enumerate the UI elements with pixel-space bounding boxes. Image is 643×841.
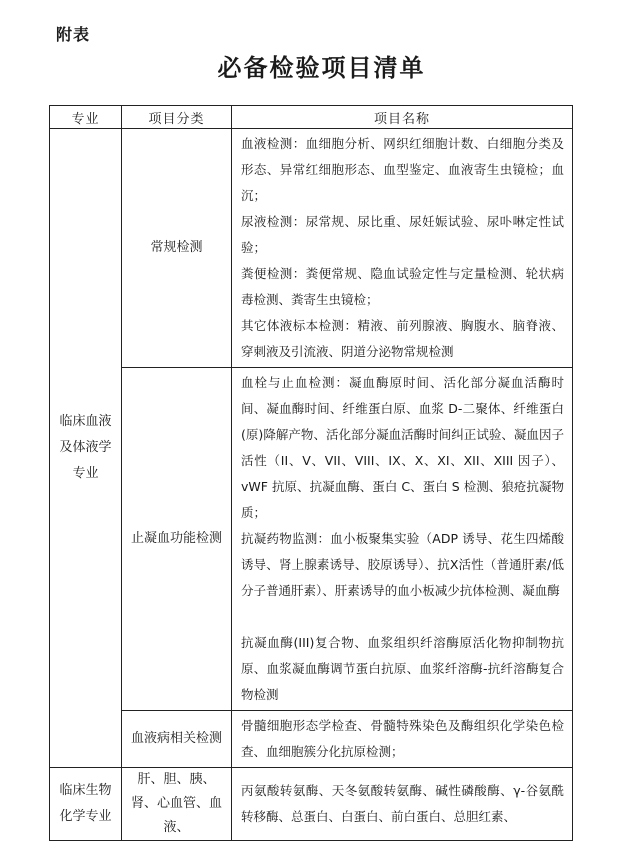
specialty-cell: 临床生物化学专业 bbox=[50, 768, 122, 841]
item-paragraph: 尿液检测：尿常规、尿比重、尿妊娠试验、尿卟啉定性试验； bbox=[241, 214, 564, 255]
item-paragraph: 血液检测：血细胞分析、网织红细胞计数、白细胞分类及形态、异常红细胞形态、血型鉴定、血液寄生虫镜检；血沉； bbox=[241, 136, 564, 203]
paragraph-gap bbox=[241, 604, 564, 630]
item-paragraph: 骨髓细胞形态学检查、骨髓特殊染色及酶组织化学染色检查、血细胞簇分化抗原检测； bbox=[241, 718, 564, 759]
category-cell: 肝、胆、胰、肾、心血管、血液、 bbox=[122, 768, 232, 841]
column-header-item-name: 项目名称 bbox=[232, 106, 573, 129]
category-cell: 血液病相关检测 bbox=[122, 711, 232, 768]
column-header-category: 项目分类 bbox=[122, 106, 232, 129]
category-cell: 止凝血功能检测 bbox=[122, 368, 232, 711]
item-name-cell bbox=[232, 768, 573, 841]
item-paragraph: 抗凝血酶(III)复合物、血浆组织纤溶酶原活化物抑制物抗原、血浆凝血酶调节蛋白抗原、血浆纤溶酶-抗纤溶酶复合物检测 bbox=[241, 635, 564, 702]
table-header-row bbox=[50, 106, 573, 129]
table-row bbox=[50, 368, 573, 711]
table-row bbox=[50, 768, 573, 841]
inspection-items-table bbox=[49, 105, 573, 841]
item-paragraph: 丙氨酸转氨酶、天冬氨酸转氨酶、碱性磷酸酶、γ-谷氨酰转移酶、总蛋白、白蛋白、前白蛋白、总胆红素、 bbox=[241, 783, 564, 824]
item-paragraph: 抗凝药物监测：血小板聚集实验（ADP 诱导、花生四烯酸诱导、肾上腺素诱导、胶原诱导）、抗X活性（普通肝素/低分子普通肝素）、肝素诱导的血小板减少抗体检测、凝血酶 bbox=[241, 531, 564, 598]
column-header-specialty: 专业 bbox=[50, 106, 122, 129]
specialty-cell: 临床血液及体液学专业 bbox=[50, 129, 122, 768]
item-name-cell bbox=[232, 711, 573, 768]
item-paragraph: 其它体液标本检测：精液、前列腺液、胸腹水、脑脊液、穿刺液及引流液、阴道分泌物常规检测 bbox=[241, 318, 564, 359]
item-name-cell bbox=[232, 368, 573, 711]
appendix-label: 附表 bbox=[56, 25, 91, 44]
item-name-cell bbox=[232, 129, 573, 368]
page-title: 必备检验项目清单 bbox=[217, 54, 426, 82]
category-cell: 常规检测 bbox=[122, 129, 232, 368]
item-paragraph: 粪便检测：粪便常规、隐血试验定性与定量检测、轮状病毒检测、粪寄生虫镜检； bbox=[241, 266, 564, 307]
item-paragraph: 血栓与止血检测：凝血酶原时间、活化部分凝血活酶时间、凝血酶时间、纤维蛋白原、血浆 D-二聚体、纤维蛋白(原)降解产物、活化部分凝血活酶时间纠正试验、凝血因子活性（II、V、VII、VIII、IX、X、XI、XII、XIII 因子）、vWF 抗原、抗凝血酶、蛋白 C、蛋白 S 检测、狼疮抗凝物质； bbox=[241, 375, 564, 520]
table-row bbox=[50, 129, 573, 368]
table-row bbox=[50, 711, 573, 768]
